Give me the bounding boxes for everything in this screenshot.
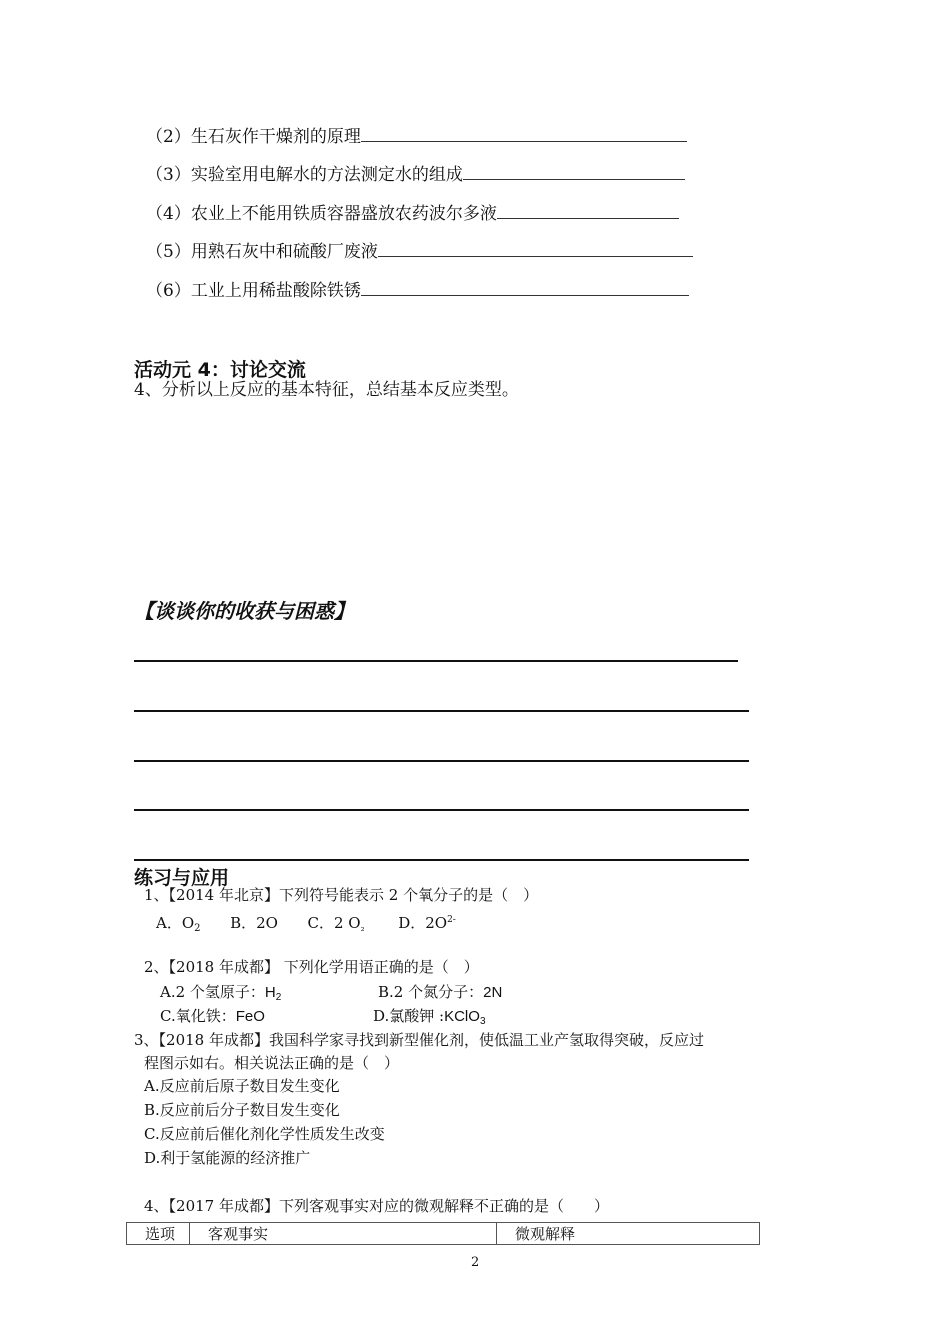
table-header-fact: 客观事实 (190, 1223, 497, 1245)
q4-stem: 4、【2017 年成都】下列客观事实对应的微观解释不正确的是（ ） (144, 1197, 609, 1215)
question-5-text: （5）用熟石灰中和硫酸厂废液 (146, 242, 378, 262)
q3-option-a[interactable]: A.反应前后原子数目发生变化 (144, 1077, 340, 1095)
answer-blank[interactable] (463, 162, 685, 180)
writing-line[interactable] (134, 859, 749, 861)
writing-line[interactable] (134, 710, 749, 712)
table-header-explanation: 微观解释 (497, 1223, 760, 1245)
writing-line[interactable] (134, 660, 738, 662)
table-header-option: 选项 (127, 1223, 190, 1245)
question-4 (146, 201, 679, 225)
q1-option-a[interactable]: A．$O_2$ (156, 914, 201, 934)
practice-title: 练习与应用 (134, 867, 230, 889)
table-row (127, 1223, 760, 1245)
question-4-text: （4）农业上不能用铁质容器盛放农药波尔多液 (146, 204, 497, 224)
harvest-title: 【谈谈你的收获与困惑】 (134, 599, 354, 623)
question-2-text: （2）生石灰作干燥剂的原理 (146, 127, 361, 147)
answer-blank[interactable] (361, 278, 689, 296)
q1-option-d[interactable]: D．$2O^{2-}$ (398, 914, 456, 932)
page-number: 2 (471, 1255, 480, 1270)
question-3-text: （3）实验室用电解水的方法测定水的组成 (146, 165, 463, 185)
q1-option-b[interactable]: B．2O (230, 914, 278, 932)
writing-line[interactable] (134, 760, 749, 762)
q3-stem-line1: 3、【2018 年成都】我国科学家寻找到新型催化剂，使低温工业产氢取得突破，反应过 (134, 1031, 704, 1049)
q2-option-c[interactable]: C.氧化铁：FeO (160, 1007, 265, 1025)
q3-stem-line2: 程图示如右。相关说法正确的是（ ） (144, 1054, 400, 1072)
answer-blank[interactable] (497, 201, 679, 219)
question-3 (146, 162, 685, 186)
question-5 (146, 239, 693, 263)
writing-line[interactable] (134, 809, 749, 811)
question-6-text: （6）工业上用稀盐酸除铁锈 (146, 281, 361, 301)
activity-4-prompt: 4、分析以上反应的基本特征，总结基本反应类型。 (134, 380, 519, 400)
q3-option-c[interactable]: C.反应前后催化剂化学性质发生改变 (144, 1125, 385, 1143)
q1-options (156, 910, 456, 939)
q3-option-d[interactable]: D.利于氢能源的经济推广 (144, 1149, 311, 1167)
q1-stem: 1、【2014 年北京】下列符号能表示 2 个氧分子的是（ ） (144, 886, 539, 904)
q2-option-d[interactable]: D.氯酸钾 :KClO$_3$ (373, 1007, 486, 1027)
q2-option-a[interactable]: A.2 个氢原子：$H_2$ (160, 983, 282, 1003)
q2-option-b[interactable]: B.2 个氮分子：2N (378, 983, 503, 1001)
question-6 (146, 278, 689, 302)
answer-blank[interactable] (361, 124, 687, 142)
question-2 (146, 124, 687, 148)
q1-option-c[interactable]: C．2 $O_{_2}$ (307, 914, 365, 934)
answer-blank[interactable] (378, 239, 693, 257)
q4-table (126, 1222, 760, 1245)
activity-4-title: 活动元 4：讨论交流 (134, 359, 306, 381)
q3-option-b[interactable]: B.反应前后分子数目发生变化 (144, 1101, 340, 1119)
q2-stem: 2、【2018 年成都】 下列化学用语正确的是（ ） (144, 958, 479, 976)
